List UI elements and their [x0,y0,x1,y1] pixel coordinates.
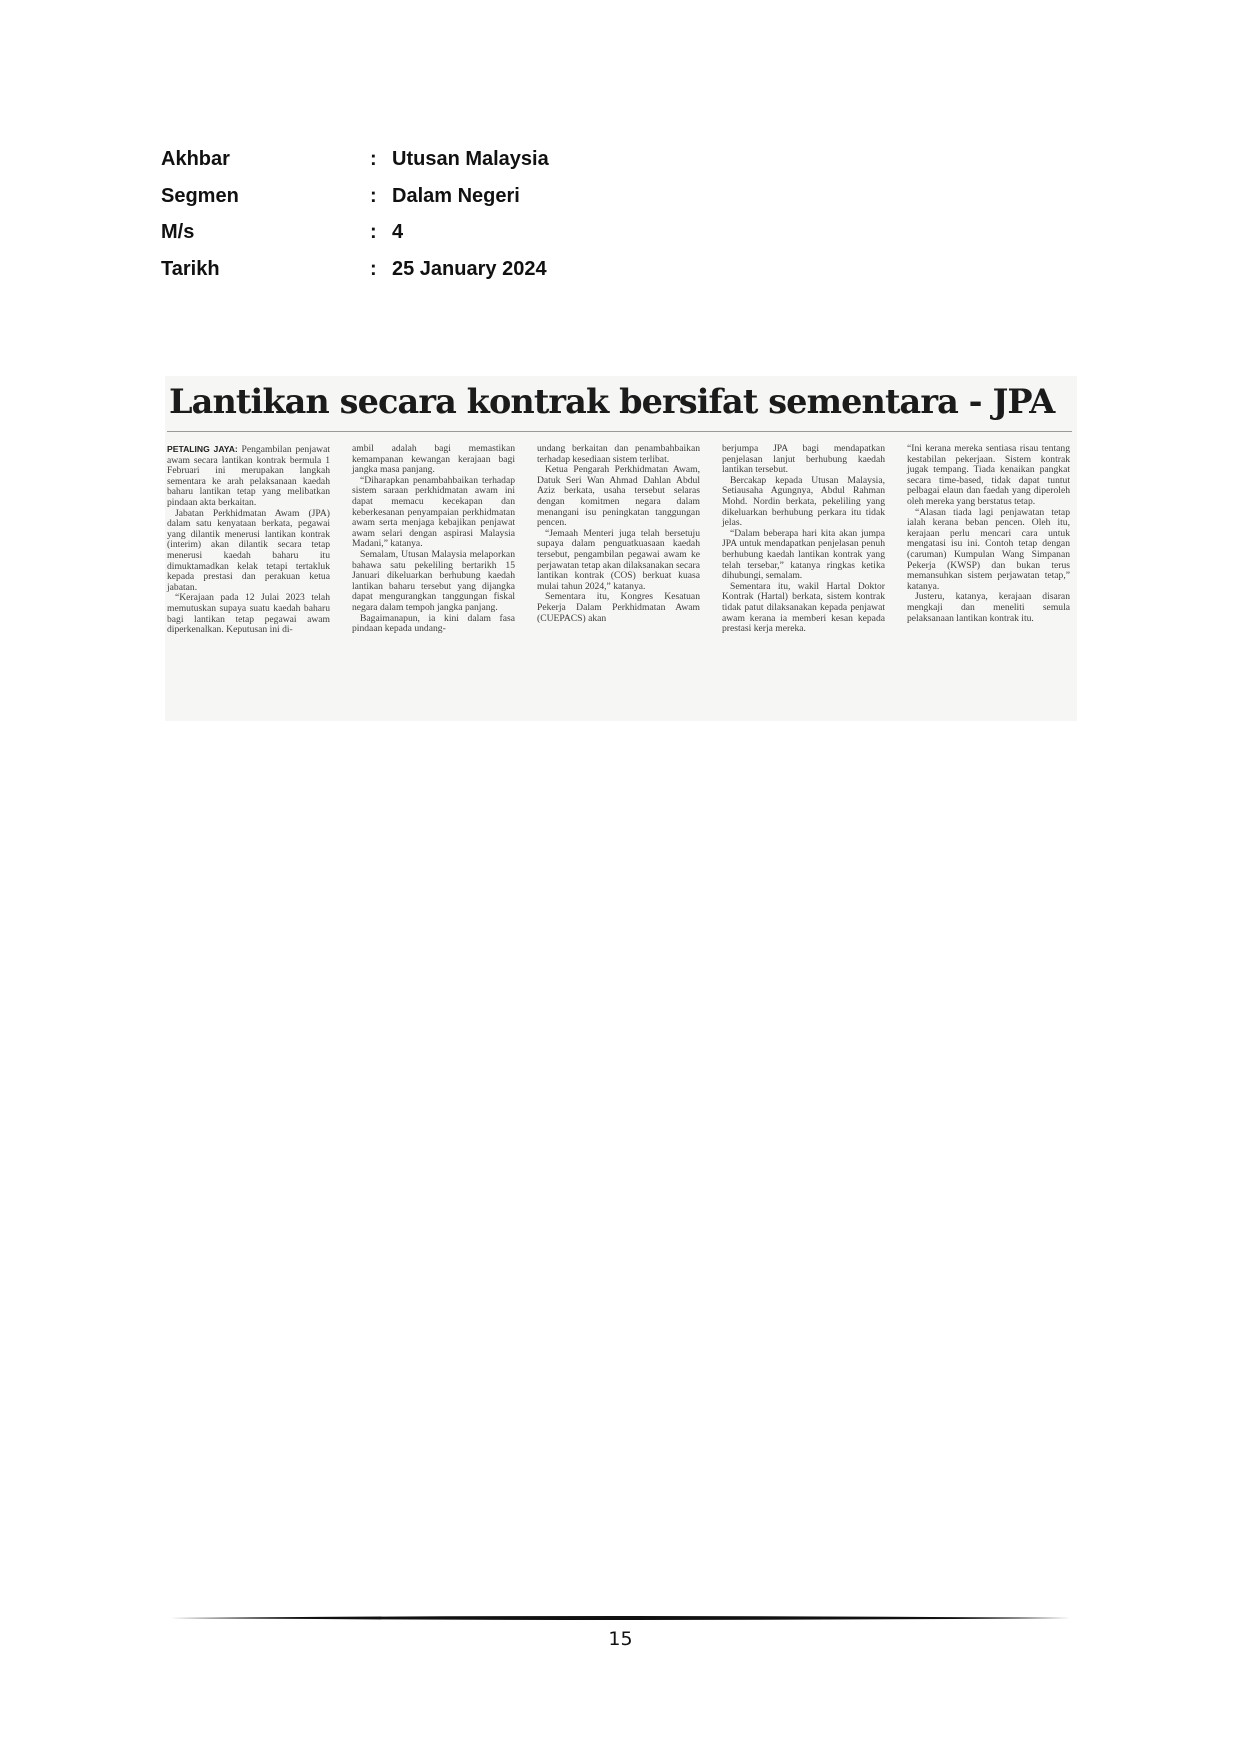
headline-divider [167,431,1072,432]
article-paragraph: “Kerajaan pada 12 Julai 2023 telah memutuskan supaya suatu kaedah baharu bagi lantikan tetap pegawai awam diperkenalkan. Keputusan ini di- [167,592,330,636]
meta-row-tarikh [161,258,549,295]
meta-value-newspaper: Utusan Malaysia [392,148,549,170]
meta-row-akhbar [161,148,549,185]
article-paragraph: “Ini kerana mereka sentiasa risau tentang kestabilan pekerjaan. Sistem kontrak jugak tempang. Tiada kenaikan pangkat secara time-based, tidak dapat tuntut pelbagai elaun dan faedah yang diperoleh oleh mereka yang berstatus tetap. [907,443,1070,507]
article-paragraph: undang berkaitan dan penambahbaikan terhadap kesediaan sistem terlibat. [537,443,700,465]
article-paragraph: Jabatan Perkhidmatan Awam (JPA) dalam satu kenyataan berkata, pegawai yang dilantik menerusi lantikan kontrak (interim) akan dilantik secara tetap menerusi kaedah baharu itu dimuktamadkan kelak tetapi tertakluk kepada prestasi dan perakuan ketua jabatan. [167,507,330,593]
paragraph-text: Pengambilan penjawat awam secara lantikan kontrak bermula 1 Februari ini merupakan langkah sementara ke arah pelaksanaan kaedah baharu lantikan tetap yang melibatkan pindaan akta berkaitan. [167,444,331,508]
article-column-4 [722,444,885,636]
article-paragraph: Sementara itu, wakil Hartal Doktor Kontrak (Hartal) berkata, sistem kontrak tidak patut dilaksanakan kepada penjawat awam kerana ia memberi kesan kepada prestasi kerja mereka. [722,580,885,635]
article-paragraph: berjumpa JPA bagi mendapatkan penjelasan lanjut berhubung kaedah lantikan tersebut. [722,443,885,476]
meta-colon: : [370,221,377,243]
meta-label: Segmen [161,184,239,207]
meta-row-segmen [161,185,549,222]
article-dateline: PETALING JAYA: [167,444,238,454]
meta-label: Tarikh [161,257,220,280]
article-paragraph: Bercakap kepada Utusan Malaysia, Setiausaha Agungnya, Abdul Rahman Mohd. Nordin berkata, pekeliling yang dikeluarkan berhubung perkara itu tidak jelas. [722,474,885,529]
article-column-5 [907,444,1070,636]
article-paragraph: “Alasan tiada lagi penjawatan tetap ialah kerana beban pencen. Oleh itu, kerajaan perlu mencari cara untuk mengatasi isu ini. Contoh tetap dengan (caruman) Kumpulan Wang Simpanan Pekerja (KWSP) dan bukan terus memansuhkan sistem perjawatan tetap,” katanya. [907,506,1070,592]
meta-value-segment: Dalam Negeri [392,184,520,207]
footer-divider [170,1614,1070,1622]
meta-value-page: 4 [392,221,404,243]
article-column-3 [537,444,700,636]
meta-colon: : [370,184,377,207]
newspaper-clipping [165,376,1077,721]
meta-colon: : [370,148,377,170]
meta-colon: : [370,257,377,280]
meta-value-date: 25 January 2024 [392,257,547,280]
article-paragraph: Semalam, Utusan Malaysia melaporkan bahawa satu pekeliling bertarikh 15 Januari dikeluarkan berhubung kaedah lantikan baharu tersebut yang dijangka dapat mengurangkan tanggungan fiskal negara dalam tempoh jangka panjang. [352,548,515,613]
meta-label: Akhbar [161,148,230,170]
page-number: 15 [608,1628,633,1650]
article-body [167,444,1071,636]
article-paragraph: Bagaimanapun, ia kini dalam fasa pindaan kepada undang- [352,612,515,635]
article-column-1 [167,444,330,636]
article-paragraph: Sementara itu, Kongres Kesatuan Pekerja Dalam Perkhidmatan Awam (CUEPACS) akan [537,591,700,624]
article-column-2 [352,444,515,636]
article-metadata [161,148,549,294]
article-paragraph: “Diharapkan penambahbaikan terhadap sistem saraan perkhidmatan awam ini dapat memacu kecekapan dan keberkesanan penyampaian perkhidmatan awam serta menjaga kebajikan penjawat awam selari dengan aspirasi Malaysia Madani,” katanya. [352,474,515,550]
meta-row-page [161,221,549,258]
meta-label: M/s [161,221,195,243]
article-paragraph: ambil adalah bagi memastikan kemampanan kewangan kerajaan bagi jangka masa panjang. [352,443,515,476]
article-paragraph: Ketua Pengarah Perkhidmatan Awam, Datuk Seri Wan Ahmad Dahlan Abdul Aziz berkata, usaha tersebut selaras dengan komitmen negara dalam menangani isu peningkatan tanggungan pencen. [537,464,700,529]
article-paragraph [167,444,330,509]
article-paragraph: “Dalam beberapa hari kita akan jumpa JPA untuk mendapatkan penjelasan penuh berhubung kaedah lantikan kontrak yang telah tersebar,” katanya ringkas ketika dihubungi, semalam. [722,527,885,582]
article-headline: Lantikan secara kontrak bersifat sementara - JPA [169,382,1055,421]
article-paragraph: “Jemaah Menteri juga telah bersetuju supaya dalam penguatkuasaan kaedah tersebut, pengambilan pegawai awam ke perjawatan tetap akan dilaksanakan secara lantikan kontrak (COS) berkuat kuasa mulai tahun 2024,” katanya. [537,527,700,592]
article-paragraph: Justeru, katanya, kerajaan disaran mengkaji dan meneliti semula pelaksanaan lantikan kontrak itu. [907,591,1070,624]
